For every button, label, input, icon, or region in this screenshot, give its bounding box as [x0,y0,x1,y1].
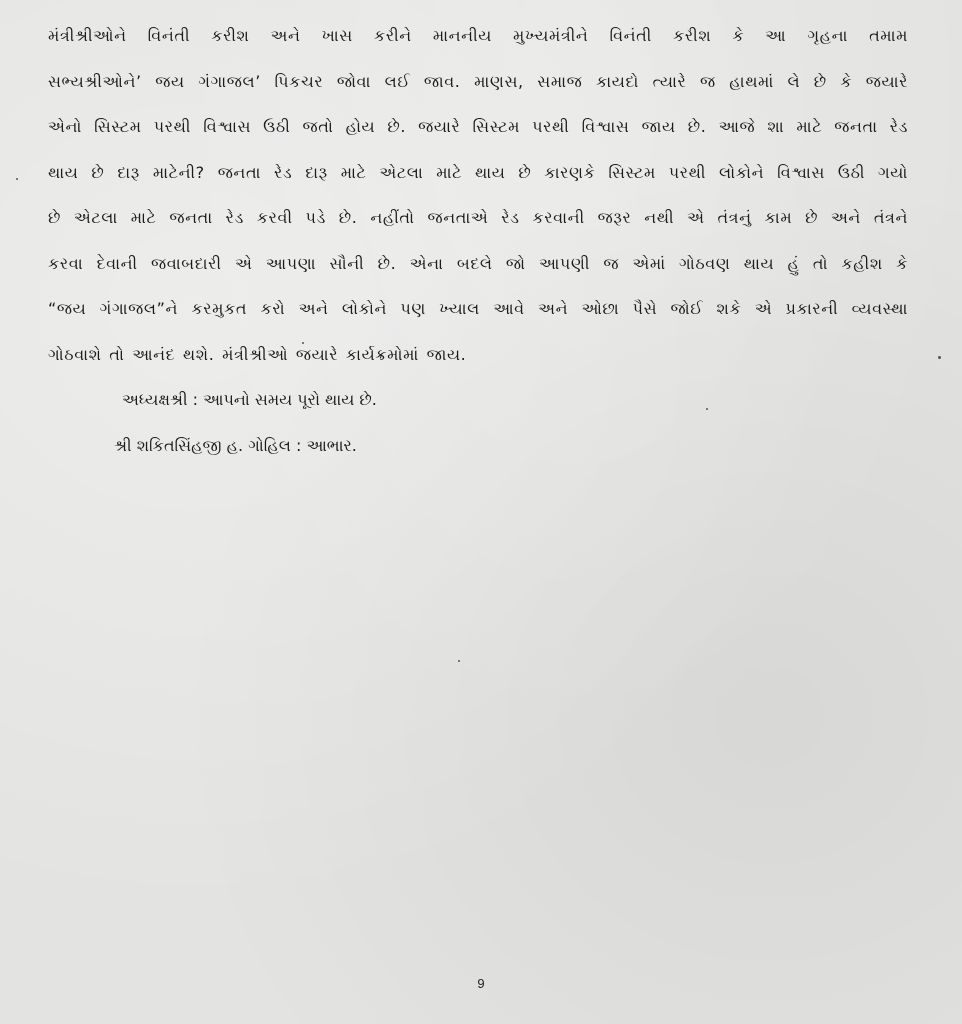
paragraph-line: ગોઠવાશે તો આનંદ થશે. મંત્રીશ્રીઓ જયારે કાર્યક્રમોમાં જાય. [48,344,467,364]
paper-speck [302,342,304,344]
paragraph-line: થાય છે દારૂ માટેની? જનતા રેડ દારૂ માટે એટલા માટે થાય છે કારણકે સિસ્ટમ પરથી લોકોને વિશ્વાસ ઉઠી ગયો [48,162,908,182]
paragraph-line: કરવા દેવાની જવાબદારી એ આપણા સૌની છે. એના બદલે જો આપણી જ એમાં ગોઠવણ થાય હું તો કહીશ કે [48,253,908,273]
paper-speck [706,408,708,410]
paragraph-line: “જય ગંગાજલ”ને કરમુકત કરો અને લોકોને પણ ખ્યાલ આવે અને ઓછા પૈસે જોઈ શકે એ પ્રકારની વ્યવસ્થા [48,299,908,318]
speaker-chair-remark: અધ્યક્ષશ્રી : આપનો સમય પૂરો થાય છે. [122,390,377,409]
paragraph-line: સભ્યશ્રીઓને’ જય ગંગાજલ’ પિકચર જોવા લઈ જાવ. માણસ, સમાજ કાયદો ત્યારે જ હાથમાં લે છે કે જયારે [48,71,908,91]
speech-body [48,26,908,481]
paper-speck [458,660,460,662]
paragraph-line: મંત્રીશ્રીઓને વિનંતી કરીશ અને ખાસ કરીને માનનીય મુખ્યમંત્રીને વિનંતી કરીશ કે આ ગૃહના તમામ [48,26,909,45]
paper-speck [16,178,18,180]
speaker-member-remark: શ્રી શકિતસિંહજી હ. ગોહિલ : આભાર. [114,435,357,455]
page-number: 9 [477,976,485,991]
paper-speck [938,356,941,359]
paragraph-line: છે એટલા માટે જનતા રેડ કરવી પડે છે. નહીંતો જનતાએ રેડ કરવાની જરૂર નથી એ તંત્રનું કામ છે અને તંત્રને [48,208,908,227]
paragraph-line: એનો સિસ્ટમ પરથી વિશ્વાસ ઉઠી જતો હોય છે. જયારે સિસ્ટમ પરથી વિશ્વાસ જાય છે. આજે શા માટે જનતા રેડ [48,117,909,136]
